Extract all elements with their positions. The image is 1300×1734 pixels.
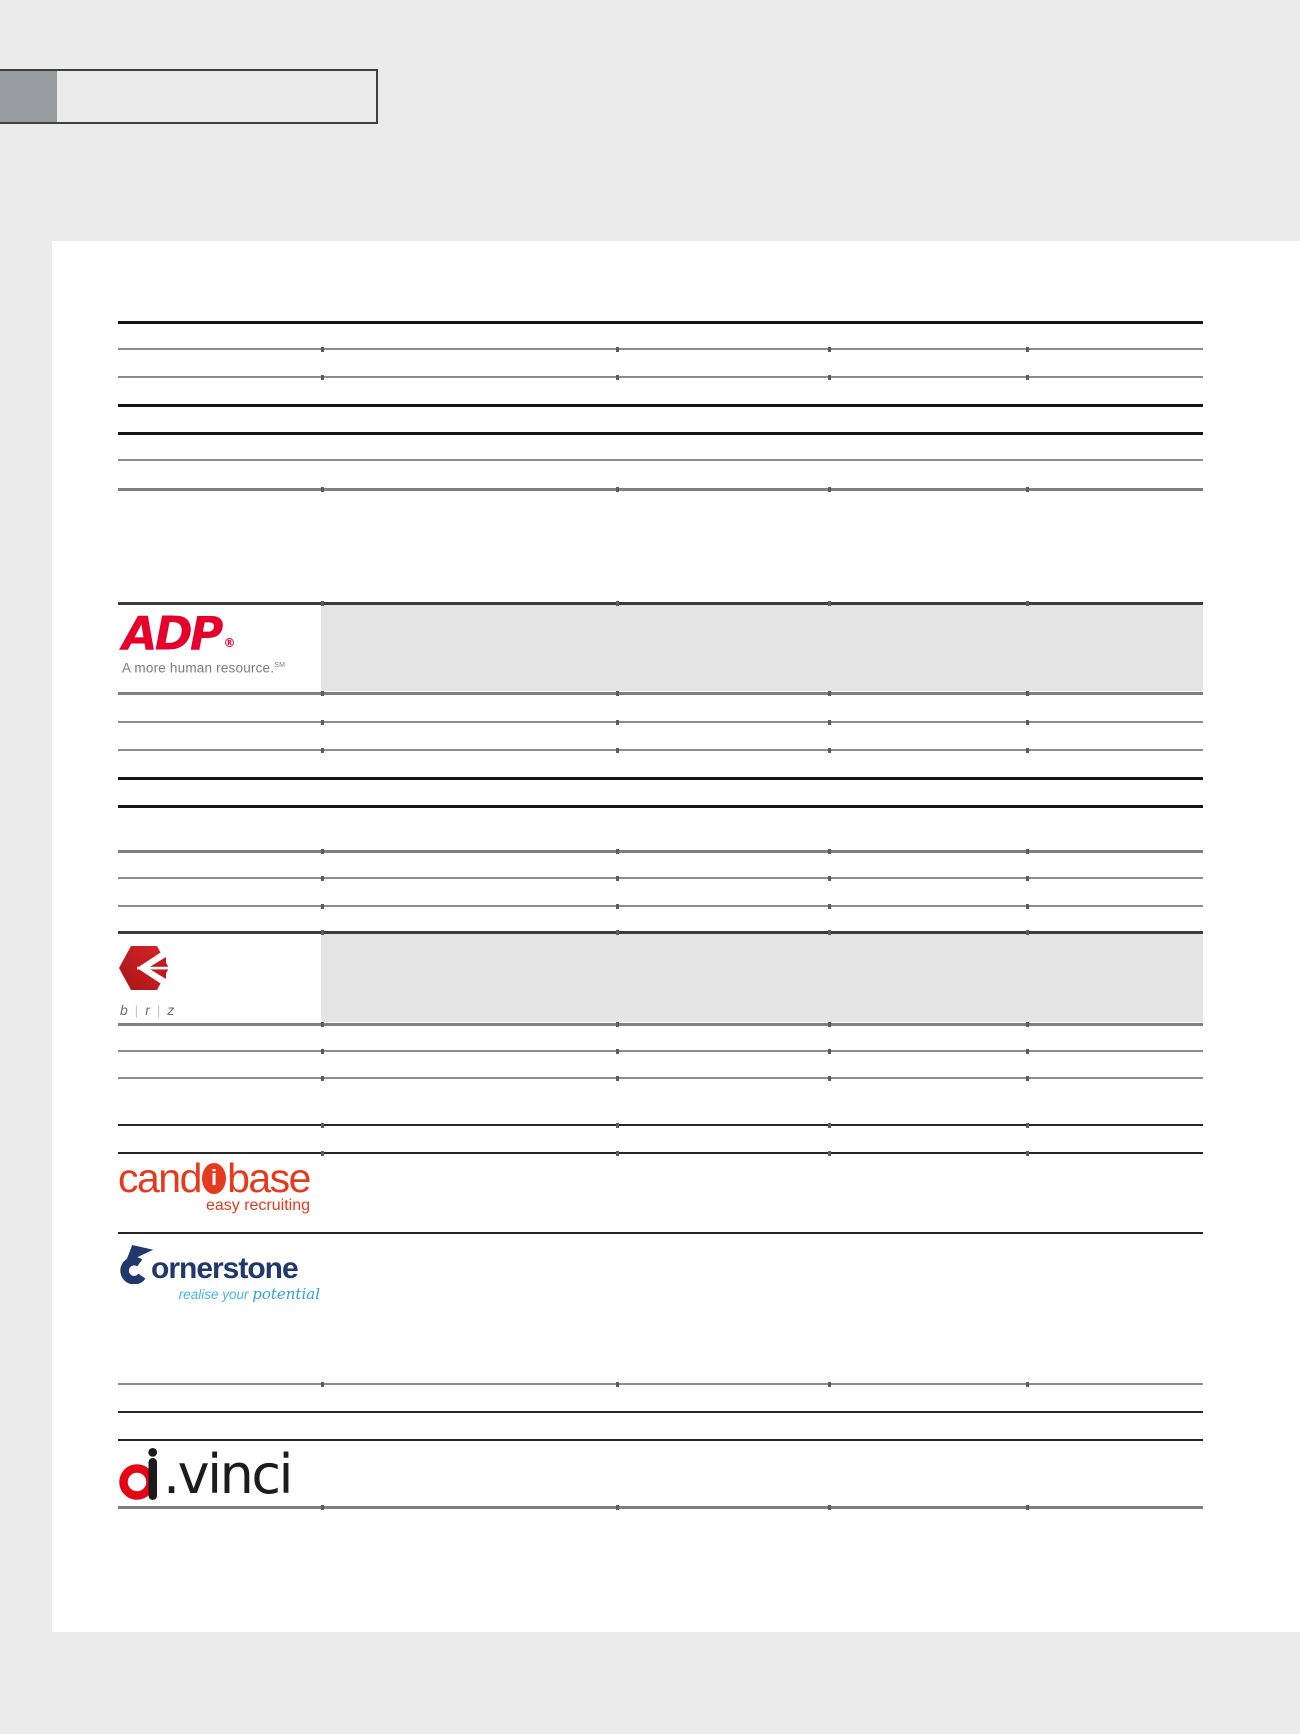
table-rule	[118, 1411, 1203, 1413]
column-tick	[616, 691, 619, 696]
column-tick	[1026, 904, 1029, 909]
table-rule	[118, 1232, 1203, 1234]
column-tick	[1026, 1505, 1029, 1510]
cornerstone-tagline: realise your potential	[178, 1285, 320, 1303]
table-rule	[118, 749, 1203, 751]
column-tick	[321, 904, 324, 909]
column-tick	[321, 876, 324, 881]
column-tick	[321, 487, 324, 492]
column-tick	[828, 720, 831, 725]
column-tick	[321, 347, 324, 352]
column-tick	[616, 876, 619, 881]
column-tick	[828, 876, 831, 881]
column-tick	[321, 601, 324, 606]
column-tick	[828, 375, 831, 380]
column-tick	[616, 601, 619, 606]
column-tick	[616, 1151, 619, 1156]
column-tick	[321, 1382, 324, 1387]
column-tick	[321, 1022, 324, 1027]
column-tick	[616, 1382, 619, 1387]
column-tick	[321, 930, 324, 935]
column-tick	[828, 1151, 831, 1156]
column-tick	[1026, 748, 1029, 753]
column-tick	[828, 904, 831, 909]
table-rule	[118, 905, 1203, 907]
column-tick	[1026, 1151, 1029, 1156]
header-box-accent	[0, 71, 57, 122]
column-tick	[828, 1505, 831, 1510]
table-rule	[118, 1506, 1203, 1509]
table-rule	[118, 1077, 1203, 1079]
adp-logo	[122, 607, 332, 676]
cornerstone-c-glyph-icon	[120, 1244, 154, 1284]
brz-separator: |	[156, 1002, 161, 1018]
column-tick	[828, 1123, 831, 1128]
column-tick	[321, 1123, 324, 1128]
column-tick	[1026, 720, 1029, 725]
column-tick	[1026, 849, 1029, 854]
column-tick	[616, 930, 619, 935]
column-tick	[321, 1049, 324, 1054]
column-tick	[828, 849, 831, 854]
registered-mark-icon: ®	[223, 636, 236, 650]
column-tick	[1026, 1049, 1029, 1054]
column-tick	[616, 487, 619, 492]
column-tick	[828, 487, 831, 492]
table-rule	[118, 376, 1203, 378]
column-tick	[616, 720, 619, 725]
brz-letters: b | r | z	[120, 1002, 175, 1018]
column-tick	[1026, 1382, 1029, 1387]
table-rule	[118, 850, 1203, 853]
adp-wordmark: ADP ®	[122, 606, 236, 661]
table-rule	[118, 488, 1203, 491]
column-tick	[1026, 601, 1029, 606]
dvinci-logo	[119, 1443, 292, 1506]
column-tick	[1026, 930, 1029, 935]
column-tick	[828, 691, 831, 696]
column-tick	[828, 1076, 831, 1081]
column-tick	[828, 930, 831, 935]
column-tick	[1026, 876, 1029, 881]
column-tick	[321, 748, 324, 753]
column-tick	[616, 347, 619, 352]
table-rule	[118, 1439, 1203, 1441]
dvinci-wordmark: .vinci	[163, 1443, 292, 1506]
column-tick	[616, 1505, 619, 1510]
column-tick	[828, 601, 831, 606]
table-rule	[118, 348, 1203, 350]
table-rule	[118, 404, 1203, 407]
page-surface	[52, 241, 1300, 1632]
table-rule	[118, 877, 1203, 879]
table-rule	[118, 1023, 1203, 1026]
column-tick	[828, 748, 831, 753]
table-rule	[118, 931, 1203, 934]
cornerstone-wordmark: ornerstone	[120, 1244, 320, 1284]
cornerstone-logo	[120, 1244, 320, 1303]
column-tick	[828, 1022, 831, 1027]
column-tick	[616, 748, 619, 753]
candibase-logo	[118, 1157, 310, 1215]
table-rule	[118, 692, 1203, 695]
column-tick	[616, 1123, 619, 1128]
table-rule	[118, 1124, 1203, 1126]
table-rule	[118, 1152, 1203, 1154]
adp-tagline: A more human resource.℠	[122, 660, 286, 676]
table-rule	[118, 432, 1203, 435]
table-rule	[118, 721, 1203, 723]
column-tick	[1026, 375, 1029, 380]
column-tick	[828, 1382, 831, 1387]
column-tick	[321, 849, 324, 854]
service-mark-icon: SM	[274, 662, 286, 670]
row-highlight-brz	[321, 933, 1203, 1022]
column-tick	[616, 849, 619, 854]
column-tick	[1026, 347, 1029, 352]
candibase-i-badge-icon: i	[202, 1163, 226, 1194]
rules-layer	[52, 241, 1300, 1632]
column-tick	[321, 691, 324, 696]
column-tick	[1026, 487, 1029, 492]
column-tick	[616, 1076, 619, 1081]
table-rule	[118, 805, 1203, 808]
table-rule	[118, 459, 1203, 461]
candibase-wordmark: cand i base	[118, 1155, 310, 1201]
table-rule	[118, 1383, 1203, 1385]
column-tick	[321, 375, 324, 380]
column-tick	[616, 1022, 619, 1027]
column-tick	[321, 720, 324, 725]
dvinci-d-glyph-icon	[119, 1448, 162, 1500]
column-tick	[616, 1049, 619, 1054]
column-tick	[616, 904, 619, 909]
column-tick	[828, 347, 831, 352]
table-rule	[118, 602, 1203, 605]
table-rule	[118, 777, 1203, 780]
column-tick	[1026, 691, 1029, 696]
column-tick	[321, 1076, 324, 1081]
column-tick	[1026, 1022, 1029, 1027]
column-tick	[1026, 1123, 1029, 1128]
brz-logo	[118, 943, 238, 1018]
column-tick	[1026, 1076, 1029, 1081]
column-tick	[321, 1505, 324, 1510]
table-rule	[118, 1050, 1203, 1052]
brz-hexagon-icon	[118, 943, 170, 993]
table-rule	[118, 321, 1203, 324]
column-tick	[828, 1049, 831, 1054]
row-highlight-adp	[321, 604, 1203, 691]
candibase-tagline: easy recruiting	[205, 1197, 310, 1214]
column-tick	[321, 1151, 324, 1156]
brz-separator: |	[134, 1002, 139, 1018]
header-placeholder-box	[0, 69, 378, 124]
column-tick	[616, 375, 619, 380]
